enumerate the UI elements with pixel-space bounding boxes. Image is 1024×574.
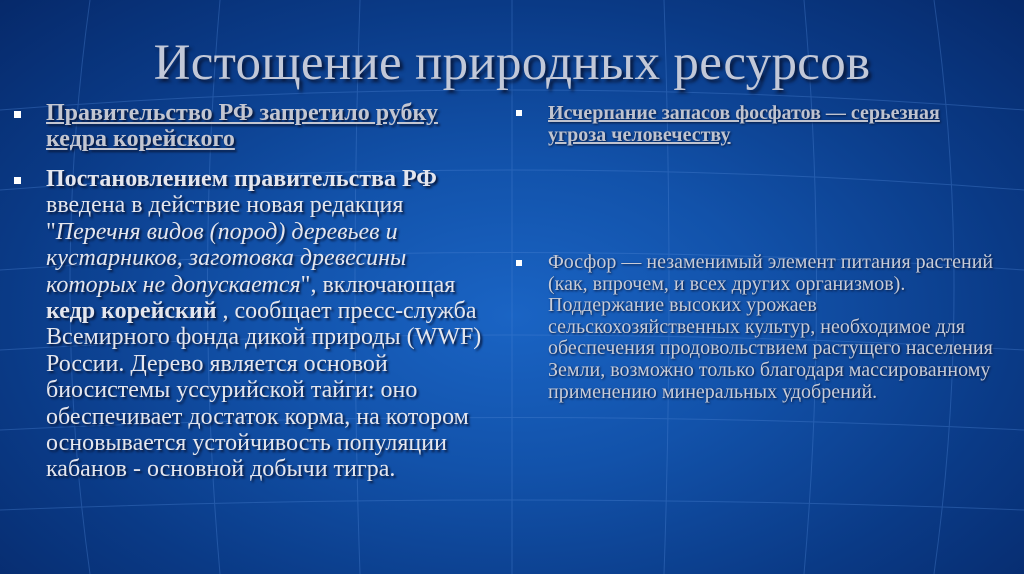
right-column [512, 102, 1002, 403]
right-bullet-1 [512, 102, 1002, 146]
left-bullet-2-text-a: введена в действие новая редакция " [46, 192, 404, 245]
left-bullet-1 [10, 100, 500, 152]
left-bullet-2-bold-lead: Постановлением правительства РФ [46, 166, 437, 192]
right-bullet-2 [512, 252, 1002, 403]
bullet-square-icon [14, 111, 21, 118]
left-bullet-2-text-b: ", включающая [300, 271, 456, 298]
left-bullet-2 [10, 166, 500, 483]
left-bullet-2-italic-list: Перечня видов (пород) деревьев и кустарников, заготовка древесины которых не допускается [46, 218, 407, 298]
bullet-square-icon [516, 110, 522, 116]
right-bullet-1-text: Исчерпание запасов фосфатов — серьезная угроза человечеству [548, 102, 940, 146]
right-bullet-2-text: Фосфор — незаменимый элемент питания растений (как, впрочем, и всех других организмов). Поддержание высоких урожаев сельскохозяйственных культур, необходимое для обеспечения продовольствием растущего населения Земли, возможно только благодаря массированному применению минеральных удобрений. [548, 251, 994, 403]
slide-title: Истощение природных ресурсов [153, 35, 871, 91]
left-column [10, 100, 500, 483]
bullet-square-icon [516, 260, 522, 266]
left-bullet-1-text: Правительство РФ запретило рубку кедра корейского [46, 100, 438, 152]
bullet-square-icon [14, 177, 21, 184]
left-bullet-2-bold-cedar: кедр корейский [46, 298, 217, 325]
left-bullet-2-text-c: , сообщает пресс-служба Всемирного фонда дикой природы (WWF) России. Дерево является основой биосистемы уссурийской тайги: оно обеспечивает достаток корма, на котором основывается устойчивость популяции кабанов - основной добычи тигра. [46, 298, 482, 483]
